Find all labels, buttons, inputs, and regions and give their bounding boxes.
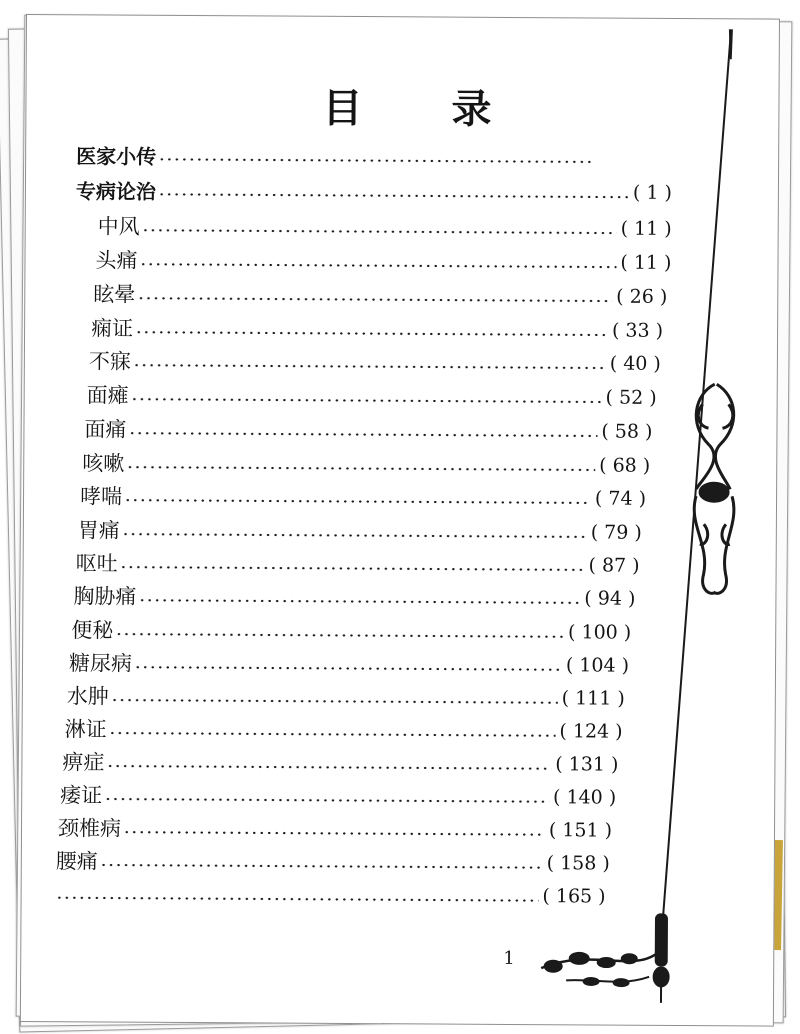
toc-entry-label: 痫证	[91, 316, 134, 341]
toc-entry-page: ( 140 )	[552, 786, 617, 809]
toc-entry-page: ( 94 )	[584, 587, 636, 610]
dot-leader	[106, 764, 551, 770]
dot-leader	[158, 157, 592, 163]
dot-leader	[104, 797, 549, 803]
toc-entry-label: 糖尿病	[68, 651, 133, 676]
toc-entry-label: 胃痛	[77, 518, 120, 543]
title-char: 目	[322, 84, 364, 133]
dot-leader	[120, 565, 585, 571]
toc-entry	[54, 879, 606, 910]
toc-entry	[71, 615, 631, 646]
toc-entry	[87, 380, 657, 411]
toc-entry-label: 眩晕	[93, 282, 136, 307]
toc-entry-page: ( 1 )	[632, 181, 672, 204]
dot-leader	[122, 532, 587, 538]
toc-entry	[82, 448, 650, 479]
toc-entry-label: 专病论治	[75, 178, 156, 204]
toc-entry	[80, 481, 646, 512]
toc-entry-page: ( 52 )	[605, 386, 657, 409]
toc-entry	[56, 846, 610, 877]
toc-entry-label: 医家小传	[76, 143, 157, 169]
toc-entry-label: 痿证	[60, 783, 103, 808]
toc-entry	[84, 414, 652, 445]
toc-entry	[73, 581, 635, 612]
toc-entry-page: ( 131 )	[555, 753, 619, 776]
toc-entry-page: ( 68 )	[599, 454, 651, 477]
toc-entry-label: 咳嗽	[82, 451, 125, 476]
toc-entry-page: ( 165 )	[542, 885, 606, 908]
dot-leader	[128, 431, 597, 437]
toc-entry-label: 水肿	[66, 684, 109, 709]
dot-leader	[100, 863, 543, 869]
dot-leader	[138, 598, 580, 604]
toc-entry-page: ( 158 )	[546, 852, 610, 875]
toc-entry	[78, 515, 642, 546]
toc-entry-page: ( 79 )	[590, 521, 642, 544]
toc-entry	[58, 813, 612, 844]
toc-entry	[67, 681, 625, 712]
toc-entry-label: 痹症	[62, 750, 105, 775]
dot-leader	[123, 830, 545, 836]
dot-leader	[109, 731, 556, 737]
toc-entry	[91, 313, 663, 344]
toc-entry-label: 不寐	[88, 349, 131, 374]
toc-entry-page: ( 58 )	[601, 420, 653, 443]
page-number: 1	[503, 947, 515, 970]
toc-entry-label: 哮喘	[79, 484, 123, 509]
toc-entry-page: ( 151 )	[548, 819, 613, 842]
toc-entry-label: 呕吐	[75, 551, 118, 576]
toc-entry	[89, 346, 661, 377]
toc-entry-label: 腰痛	[55, 849, 98, 874]
dot-leader	[124, 498, 591, 504]
toc-page	[20, 14, 780, 1027]
toc-entry-page: ( 11 )	[620, 217, 672, 240]
toc-entry	[95, 245, 671, 277]
toc-entry	[98, 211, 672, 243]
dot-leader	[158, 192, 629, 198]
dot-leader	[115, 632, 564, 638]
toc-entry-page: ( 111 )	[561, 687, 625, 710]
dot-leader	[135, 330, 608, 336]
toc-entry-page: ( 11 )	[620, 251, 672, 274]
toc-entry	[62, 747, 618, 778]
toc-entry-page: ( 104 )	[565, 654, 630, 677]
toc-entry-label: 面瘫	[86, 383, 129, 408]
toc-entry	[60, 780, 616, 811]
table-of-contents	[21, 15, 779, 1026]
toc-entry-label: 便秘	[71, 618, 114, 643]
toc-entry	[76, 548, 640, 579]
dot-leader	[126, 465, 595, 471]
dot-leader	[56, 896, 539, 902]
toc-entry-label: 颈椎病	[57, 816, 122, 841]
toc-entry-label: 胸胁痛	[73, 584, 137, 609]
toc-entry-label: 淋证	[64, 717, 107, 742]
toc-entry	[93, 279, 667, 311]
title-char: 录	[451, 85, 493, 133]
toc-entry-page: ( 33 )	[611, 319, 664, 342]
toc-entry-page: ( 40 )	[609, 352, 661, 375]
toc-entry	[76, 175, 672, 207]
dot-leader	[137, 296, 612, 302]
dot-leader	[142, 228, 617, 234]
dot-leader	[134, 665, 562, 671]
toc-entry-label: 中风	[97, 214, 140, 239]
toc-entry	[76, 140, 596, 171]
dot-leader	[139, 262, 616, 268]
toc-entry-page: ( 74 )	[594, 487, 647, 510]
dot-leader	[133, 363, 606, 369]
dot-leader	[111, 698, 558, 704]
toc-entry-page: ( 100 )	[567, 621, 632, 644]
toc-entry-page: ( 124 )	[559, 720, 623, 743]
toc-entry-page: ( 26 )	[616, 285, 668, 308]
toc-entry	[69, 648, 629, 679]
toc-entry	[65, 714, 623, 745]
toc-entry-label: 头痛	[95, 248, 138, 273]
dot-leader	[131, 397, 602, 403]
toc-entry-page: ( 87 )	[588, 554, 640, 577]
toc-entry-label: 面痛	[84, 417, 127, 442]
